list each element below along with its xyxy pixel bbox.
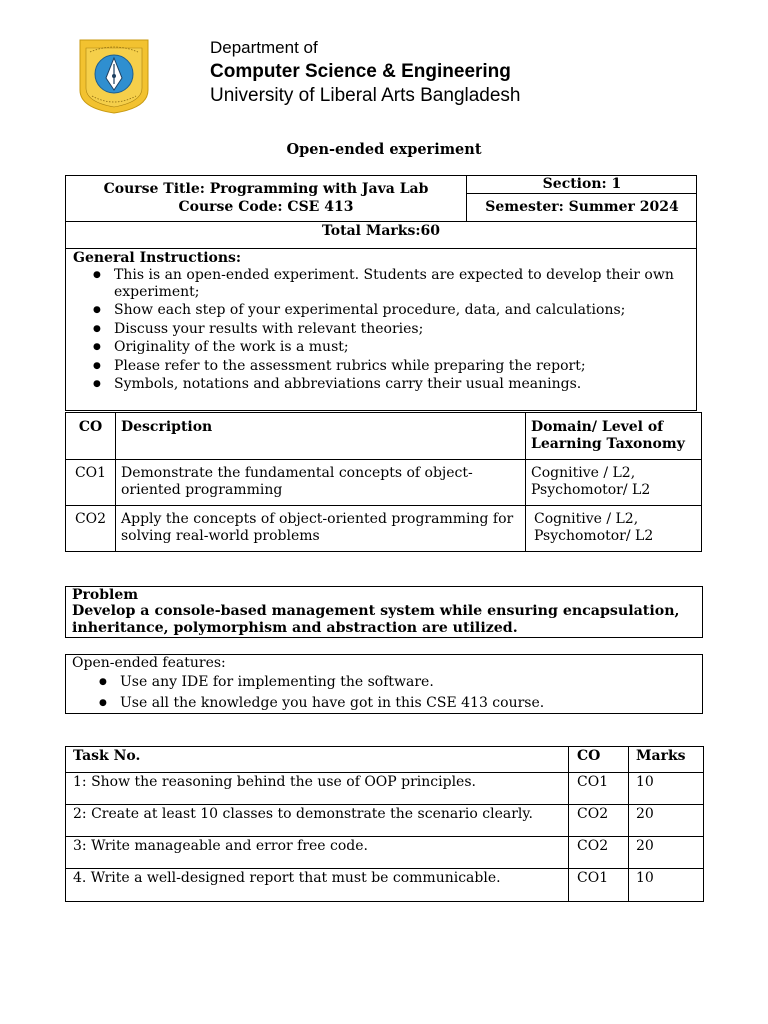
co-header: CO bbox=[66, 413, 116, 460]
marks-cell: 20 bbox=[629, 805, 704, 837]
marks-header: Marks bbox=[629, 747, 704, 773]
table-row bbox=[66, 805, 704, 837]
task-cell: 1: Show the reasoning behind the use of OOP principles. bbox=[66, 773, 569, 805]
features-box bbox=[65, 654, 703, 714]
marks-cell: 20 bbox=[629, 837, 704, 869]
list-item: ● Use all the knowledge you have got in this CSE 413 course. bbox=[120, 693, 702, 714]
semester-label: Semester: Summer 2024 bbox=[485, 199, 679, 215]
course-code: Course Code: CSE 413 bbox=[178, 199, 354, 215]
list-item: ● Originality of the work is a must; bbox=[114, 338, 686, 357]
university-name: University of Liberal Arts Bangladesh bbox=[210, 85, 521, 106]
description-cell: Apply the concepts of object-oriented programming for solving real-world problems bbox=[116, 506, 526, 552]
marks-cell: 10 bbox=[629, 773, 704, 805]
co-cell: CO2 bbox=[569, 805, 629, 837]
marks-cell: 10 bbox=[629, 869, 704, 902]
course-info-box bbox=[65, 175, 697, 411]
table-row bbox=[66, 869, 704, 902]
university-crest-icon bbox=[78, 38, 150, 114]
department-name: Computer Science & Engineering bbox=[210, 61, 511, 82]
domain-header: Domain/ Level of Learning Taxonomy bbox=[526, 413, 702, 460]
problem-heading: Problem bbox=[72, 587, 139, 603]
co-cell: CO1 bbox=[569, 869, 629, 902]
problem-box bbox=[65, 586, 703, 638]
instructions-heading: General Instructions: bbox=[73, 250, 242, 266]
list-item: ● Show each step of your experimental procedure, data, and calculations; bbox=[114, 301, 686, 320]
task-header: Task No. bbox=[66, 747, 569, 773]
problem-text: Develop a console-based management system while ensuring encapsulation, inheritance, polymorphism and abstraction are utilized. bbox=[72, 603, 680, 636]
task-cell: 4. Write a well-designed report that must be communicable. bbox=[66, 869, 569, 902]
co-cell: CO2 bbox=[569, 837, 629, 869]
domain-cell: Cognitive / L2, Psychomotor/ L2 bbox=[526, 460, 702, 506]
table-row bbox=[66, 837, 704, 869]
list-item: ● Symbols, notations and abbreviations carry their usual meanings. bbox=[114, 375, 686, 394]
list-item: ● Use any IDE for implementing the software. bbox=[120, 672, 702, 693]
course-title: Course Title: Programming with Java Lab bbox=[103, 181, 429, 197]
co-cell: CO2 bbox=[66, 506, 116, 552]
page-title: Open-ended experiment bbox=[286, 141, 482, 158]
task-table bbox=[65, 746, 704, 902]
list-item: ● This is an open-ended experiment. Students are expected to develop their own experiment; bbox=[114, 267, 686, 301]
total-marks: Total Marks:60 bbox=[321, 223, 441, 239]
features-heading: Open-ended features: bbox=[72, 655, 226, 671]
task-cell: 3: Write manageable and error free code. bbox=[66, 837, 569, 869]
domain-cell: Cognitive / L2, Psychomotor/ L2 bbox=[526, 506, 702, 552]
list-item: ● Discuss your results with relevant theories; bbox=[114, 320, 686, 339]
section-semester-box bbox=[466, 176, 697, 221]
description-header: Description bbox=[116, 413, 526, 460]
instructions-list bbox=[66, 267, 686, 394]
co-table bbox=[65, 412, 702, 552]
list-item: ● Please refer to the assessment rubrics while preparing the report; bbox=[114, 357, 686, 376]
co-cell: CO1 bbox=[569, 773, 629, 805]
description-cell: Demonstrate the fundamental concepts of object-oriented programming bbox=[116, 460, 526, 506]
co-cell: CO1 bbox=[66, 460, 116, 506]
co-header: CO bbox=[569, 747, 629, 773]
table-row bbox=[66, 773, 704, 805]
department-label: Department of bbox=[210, 38, 318, 57]
task-cell: 2: Create at least 10 classes to demonstrate the scenario clearly. bbox=[66, 805, 569, 837]
section-label: Section: 1 bbox=[467, 176, 697, 194]
